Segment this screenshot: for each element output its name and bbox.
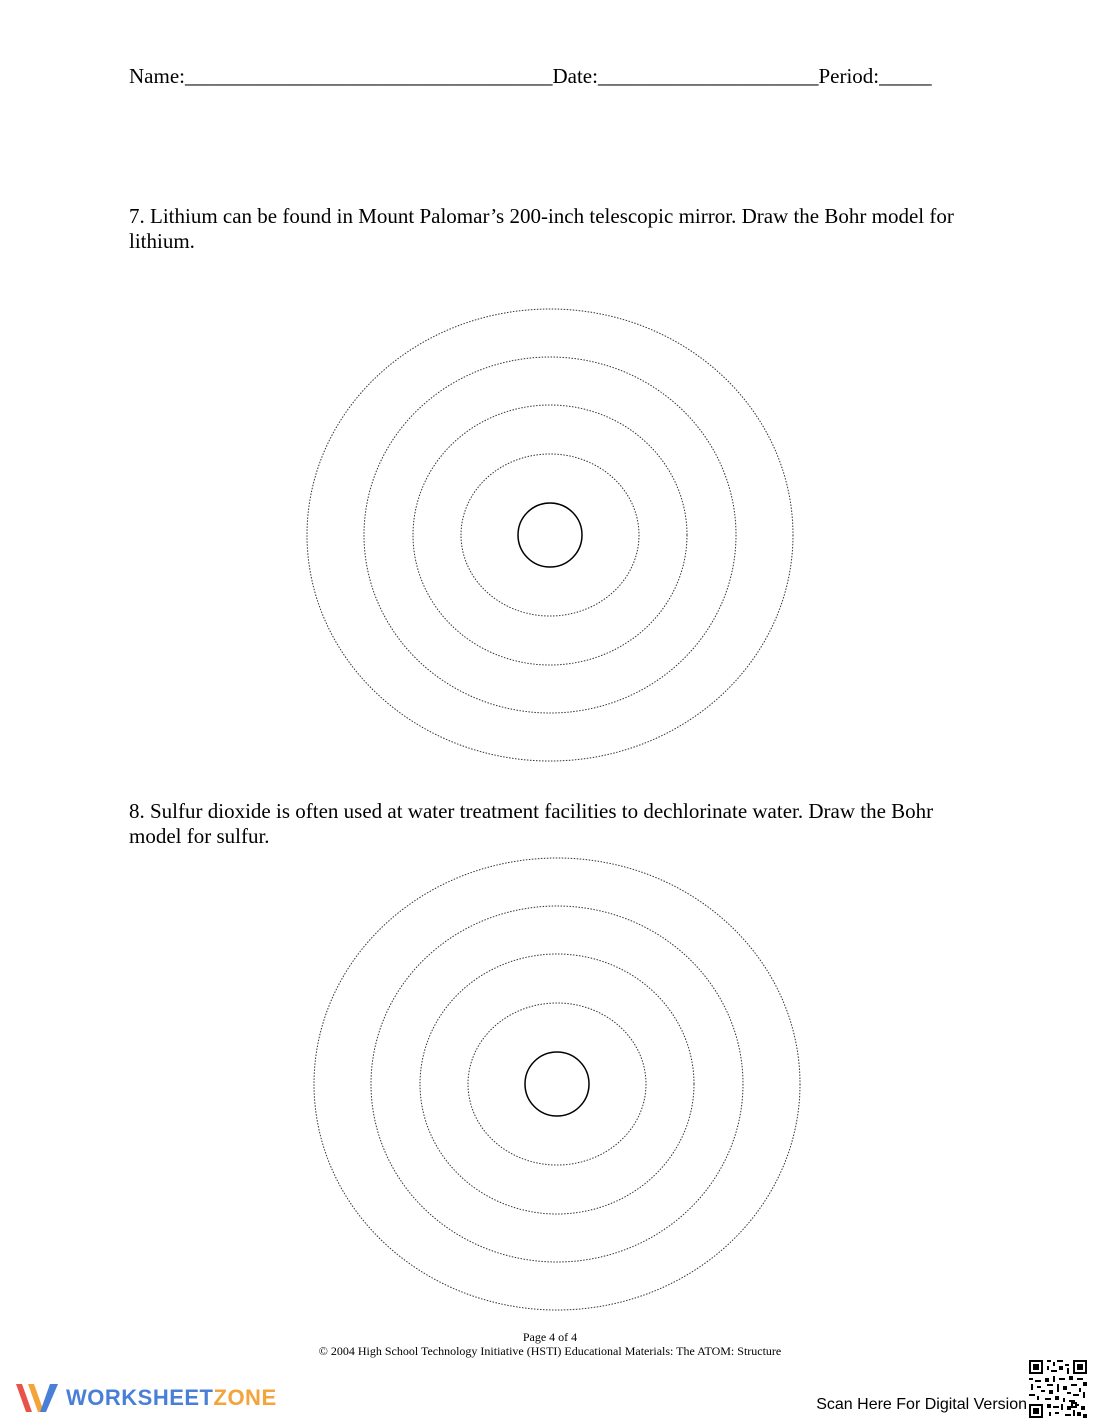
nucleus (525, 1052, 589, 1116)
bohr-diagram-lithium (0, 300, 1100, 770)
orbit-1 (468, 1003, 646, 1165)
orbit-2 (420, 954, 694, 1214)
nucleus (518, 503, 582, 567)
copyright-notice: © 2004 High School Technology Initiative (HSTI) Educational Materials: The ATOM: Structure (318, 1344, 782, 1358)
w-logo-icon (14, 1380, 60, 1416)
qr-code-icon[interactable] (1029, 1360, 1087, 1418)
logo-text-part2: ZONE (213, 1385, 277, 1410)
orbit-4 (314, 858, 800, 1310)
orbit-2 (413, 405, 687, 665)
scan-caption: Scan Here For Digital Version (816, 1396, 1027, 1413)
logo-text-part1: WORKSHEET (66, 1385, 214, 1410)
question-8: 8. Sulfur dioxide is often used at water treatment facilities to dechlorinate water. Draw the Bohr model for sulfur. (129, 799, 934, 848)
orbit-3 (371, 906, 743, 1262)
bohr-diagram-sulfur (0, 850, 1100, 1320)
student-info-line: Name:___________________________________Date:_____________________Period:_____ (129, 64, 932, 88)
logo-text (66, 1385, 277, 1411)
orbit-3 (364, 357, 736, 713)
orbit-4 (307, 309, 793, 761)
worksheetzone-logo[interactable] (14, 1380, 277, 1416)
orbit-1 (461, 454, 639, 616)
question-7: 7. Lithium can be found in Mount Palomar’s 200-inch telescopic mirror. Draw the Bohr model for lithium. (129, 204, 954, 253)
page-number: Page 4 of 4 (522, 1330, 578, 1344)
